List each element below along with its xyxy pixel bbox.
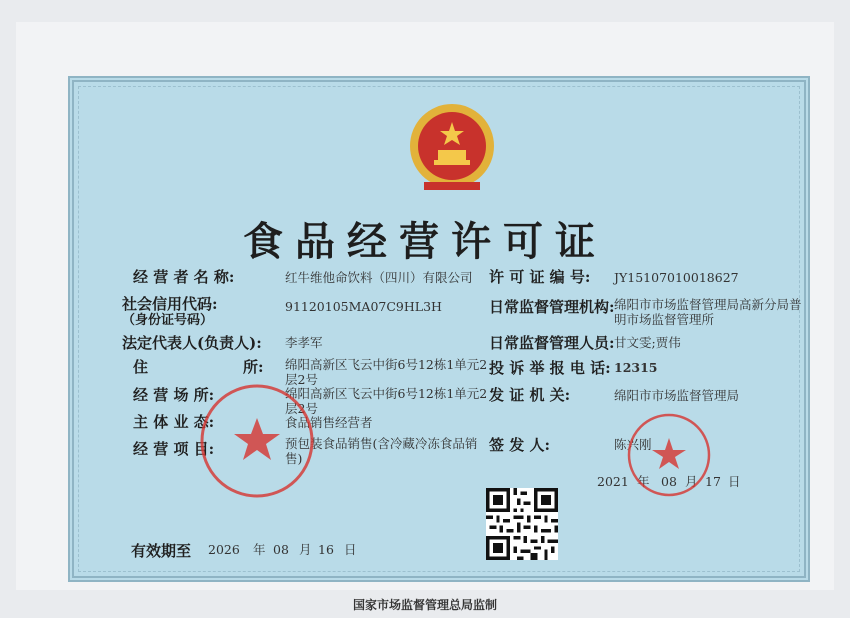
residence-value-line2: 层2号 (285, 372, 318, 387)
premises-value-line2: 层2号 (285, 401, 318, 416)
operator-name-value: 红牛维他命饮料（四川）有限公司 (285, 270, 473, 285)
operator-name-label: 经 营 者 名 称: (133, 268, 235, 286)
residence-value-line1: 绵阳高新区飞云中街6号12栋1单元2 (285, 357, 488, 372)
business-items-value-line1: 预包装食品销售(含冷藏冷冻食品销 (285, 436, 478, 451)
premises-label: 经 营 场 所: (133, 386, 215, 404)
regulator-org-value-line2: 明市场监督管理所 (614, 312, 715, 327)
regulator-staff-label: 日常监督管理人员: (489, 334, 615, 352)
credit-code-value: 91120105MA07C9HL3H (285, 299, 442, 314)
business-type-label: 主 体 业 态: (133, 413, 215, 431)
issue-day: 17 (705, 474, 721, 489)
footer-supervision-note: 国家市场监督管理总局监制 (352, 598, 497, 612)
license-no-label: 许 可 证 编 号: (489, 268, 591, 286)
authority-seal-icon (626, 412, 712, 498)
credit-code-label: 社会信用代码: (122, 295, 218, 313)
validity-year-unit: 年 (253, 542, 266, 557)
validity-label: 有效期至 (131, 542, 192, 560)
issue-year: 2021 (597, 474, 629, 489)
company-seal-icon (198, 382, 316, 500)
business-items-value-line2: 售) (285, 451, 303, 466)
page-title: 食品经营许可证 (243, 218, 607, 265)
complaint-tel-value: 12315 (614, 360, 658, 375)
qr-code-icon (486, 488, 558, 560)
validity-year: 2026 (208, 542, 240, 557)
issue-year-unit: 年 (637, 474, 650, 489)
complaint-tel-label: 投 诉 举 报 电 话: (489, 359, 611, 377)
regulator-org-value-line1: 绵阳市市场监督管理局高新分局普 (614, 297, 802, 312)
legal-rep-value: 李孝军 (285, 335, 323, 350)
regulator-staff-value: 甘文雯;贾伟 (614, 335, 681, 350)
validity-day: 16 (318, 542, 334, 557)
regulator-org-label: 日常监督管理机构: (489, 298, 615, 316)
issue-day-unit: 日 (728, 474, 741, 489)
issuer-value: 陈兴刚 (614, 437, 652, 452)
legal-rep-label: 法定代表人(负责人): (122, 334, 262, 352)
license-no-value: JY15107010018627 (614, 270, 739, 285)
issuer-label: 签 发 人: (489, 436, 550, 454)
business-items-label: 经 营 项 目: (133, 440, 215, 458)
validity-month-unit: 月 (299, 542, 312, 557)
credit-code-sublabel: （身份证号码） (122, 313, 214, 328)
issuing-org-label: 发 证 机 关: (489, 386, 571, 404)
validity-month: 08 (273, 542, 289, 557)
issue-month: 08 (661, 474, 677, 489)
residence-label-b: 所: (243, 358, 264, 376)
validity-day-unit: 日 (344, 542, 357, 557)
residence-label-a: 住 (133, 358, 149, 376)
issue-month-unit: 月 (685, 474, 698, 489)
issuing-org-value: 绵阳市市场监督管理局 (614, 388, 740, 403)
business-type-value: 食品销售经营者 (285, 415, 373, 430)
national-emblem-icon (404, 100, 500, 196)
premises-value-line1: 绵阳高新区飞云中街6号12栋1单元2 (285, 386, 488, 401)
